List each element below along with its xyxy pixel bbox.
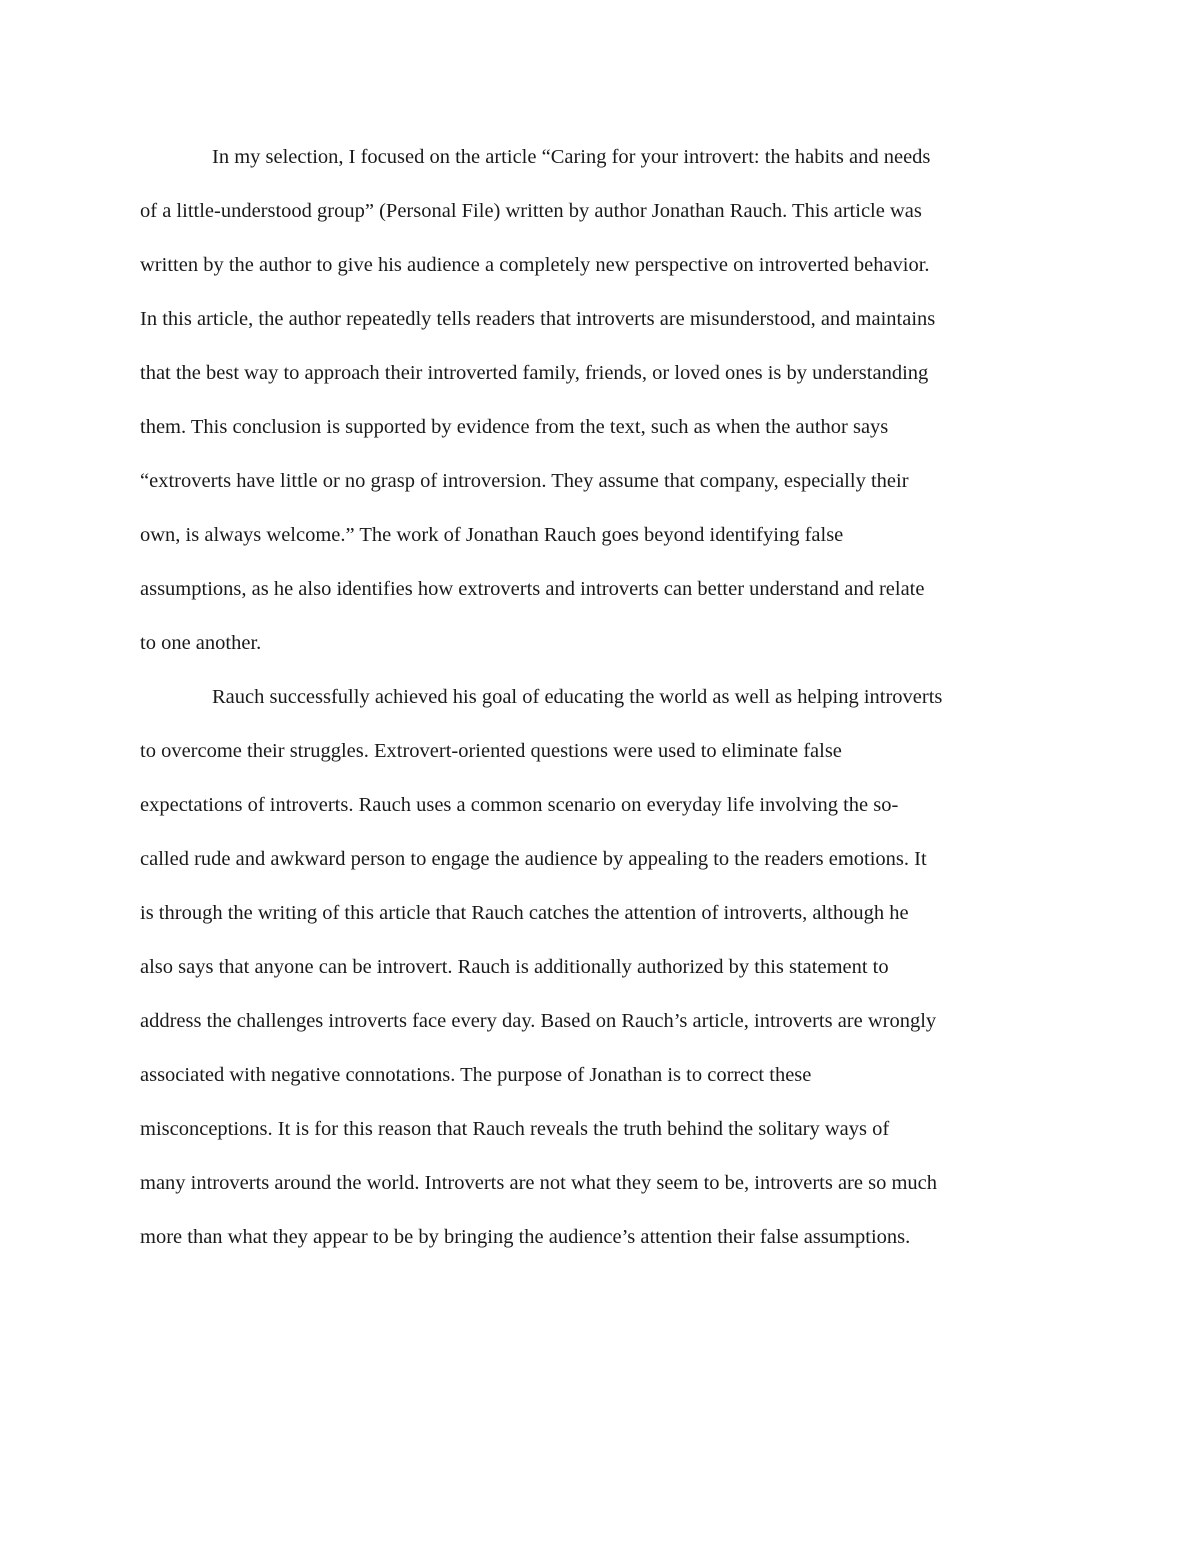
text-line: In my selection, I focused on the article “Caring for your introvert: the habits and needs: [212, 146, 931, 168]
text-line: assumptions, as he also identifies how extroverts and introverts can better understand and relate: [140, 578, 925, 600]
text-line: Rauch successfully achieved his goal of educating the world as well as helping introverts: [212, 686, 943, 708]
text-line: is through the writing of this article that Rauch catches the attention of introverts, although he: [140, 902, 909, 924]
text-line: them. This conclusion is supported by evidence from the text, such as when the author says: [140, 416, 889, 438]
text-line: associated with negative connotations. The purpose of Jonathan is to correct these: [140, 1064, 812, 1086]
text-line: In this article, the author repeatedly tells readers that introverts are misunderstood, and maintains: [140, 308, 936, 330]
paragraph-2: [140, 670, 1060, 1264]
text-line: address the challenges introverts face every day. Based on Rauch’s article, introverts are wrongly: [140, 1010, 937, 1032]
text-line: misconceptions. It is for this reason that Rauch reveals the truth behind the solitary ways of: [140, 1118, 890, 1140]
text-line: of a little-understood group” (Personal File) written by author Jonathan Rauch. This article was: [140, 200, 922, 222]
text-line: that the best way to approach their introverted family, friends, or loved ones is by understanding: [140, 362, 929, 384]
text-line: many introverts around the world. Introverts are not what they seem to be, introverts are so much: [140, 1172, 937, 1194]
text-line: to one another.: [140, 632, 262, 654]
text-line: written by the author to give his audience a completely new perspective on introverted behavior.: [140, 254, 930, 276]
text-line: more than what they appear to be by bringing the audience’s attention their false assumptions.: [140, 1226, 911, 1248]
paragraph-1: [140, 130, 1060, 670]
essay-body: [140, 130, 1060, 1264]
text-line: “extroverts have little or no grasp of introversion. They assume that company, especially their: [140, 470, 909, 492]
text-line: called rude and awkward person to engage the audience by appealing to the readers emotions. It: [140, 848, 927, 870]
text-line: expectations of introverts. Rauch uses a common scenario on everyday life involving the so-: [140, 794, 899, 816]
text-line: also says that anyone can be introvert. Rauch is additionally authorized by this statement to: [140, 956, 889, 978]
text-line: own, is always welcome.” The work of Jonathan Rauch goes beyond identifying false: [140, 524, 844, 546]
text-line: to overcome their struggles. Extrovert-oriented questions were used to eliminate false: [140, 740, 842, 762]
